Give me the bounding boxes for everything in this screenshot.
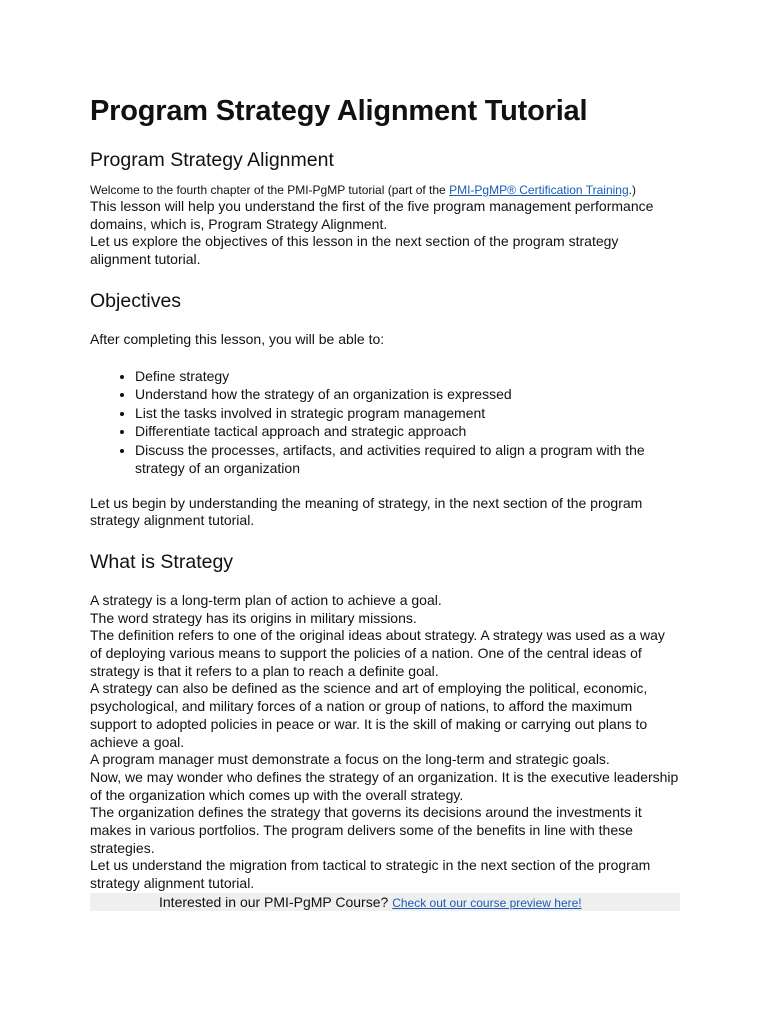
course-callout-banner [90,893,680,911]
list-item: • Differentiate tactical approach and strategic approach [135,422,680,441]
list-item: • Define strategy [135,367,680,386]
strategy-paragraph: A strategy can also be defined as the science and art of employing the political, economic, psychological, and military forces of a nation or group of nations, to afford the maximum support to adopted policies in peace or war. It is the skill of making or carrying out plans to achieve a goal. [90,680,648,750]
section-heading-what-is-strategy: What is Strategy [90,550,234,573]
callout-text: Interested in our PMI-PgMP Course? [159,893,393,910]
course-preview-link[interactable]: Check out our course preview here! [392,895,582,910]
list-item: • Understand how the strategy of an organization is expressed [135,385,680,404]
section-heading-strategy-alignment: Program Strategy Alignment [90,149,334,171]
intro-paragraph-2: Let us explore the objectives of this lesson in the next section of the program strategy alignment tutorial. [90,233,619,268]
strategy-body [90,592,680,893]
objectives-list [90,367,680,478]
list-item: • Discuss the processes, artifacts, and activities required to align a program with the strategy of an organization [135,441,680,478]
certification-training-link[interactable]: PMI-PgMP® Certification Training [449,183,629,197]
objectives-outro: Let us begin by understanding the meaning of strategy, in the next section of the program strategy alignment tutorial. [90,494,643,529]
strategy-paragraph: The organization defines the strategy that governs its decisions around the investments it makes in various portfolios. The program delivers some of the benefits in line with these strategies. [90,804,642,856]
intro-suffix: .) [628,183,636,197]
strategy-paragraph: A program manager must demonstrate a focus on the long-term and strategic goals. [90,751,610,768]
document-page [90,94,680,911]
strategy-paragraph: The word strategy has its origins in military missions. [90,609,417,626]
page-title: Program Strategy Alignment Tutorial [90,95,588,127]
intro-prefix: Welcome to the fourth chapter of the PMI-PgMP tutorial (part of the [90,183,450,197]
strategy-paragraph: A strategy is a long-term plan of action to achieve a goal. [90,591,442,608]
strategy-paragraph: Let us understand the migration from tactical to strategic in the next section of the program strategy alignment tutorial. [90,857,651,892]
list-item: • List the tasks involved in strategic program management [135,404,680,423]
strategy-paragraph: Now, we may wonder who defines the strategy of an organization. It is the executive leadership of the organization which comes up with the overall strategy. [90,768,679,803]
intro-paragraph-1: This lesson will help you understand the first of the five program management performance domains, which is, Program Strategy Alignment. [90,198,654,232]
section-heading-objectives: Objectives [90,289,182,312]
strategy-paragraph: The definition refers to one of the original ideas about strategy. A strategy was used as a way of deploying various means to support the policies of a nation. One of the central ideas of strategy is that it refers to a plan to reach a definite goal. [90,627,665,679]
objectives-intro: After completing this lesson, you will be able to: [90,330,385,347]
intro-line [90,183,680,198]
